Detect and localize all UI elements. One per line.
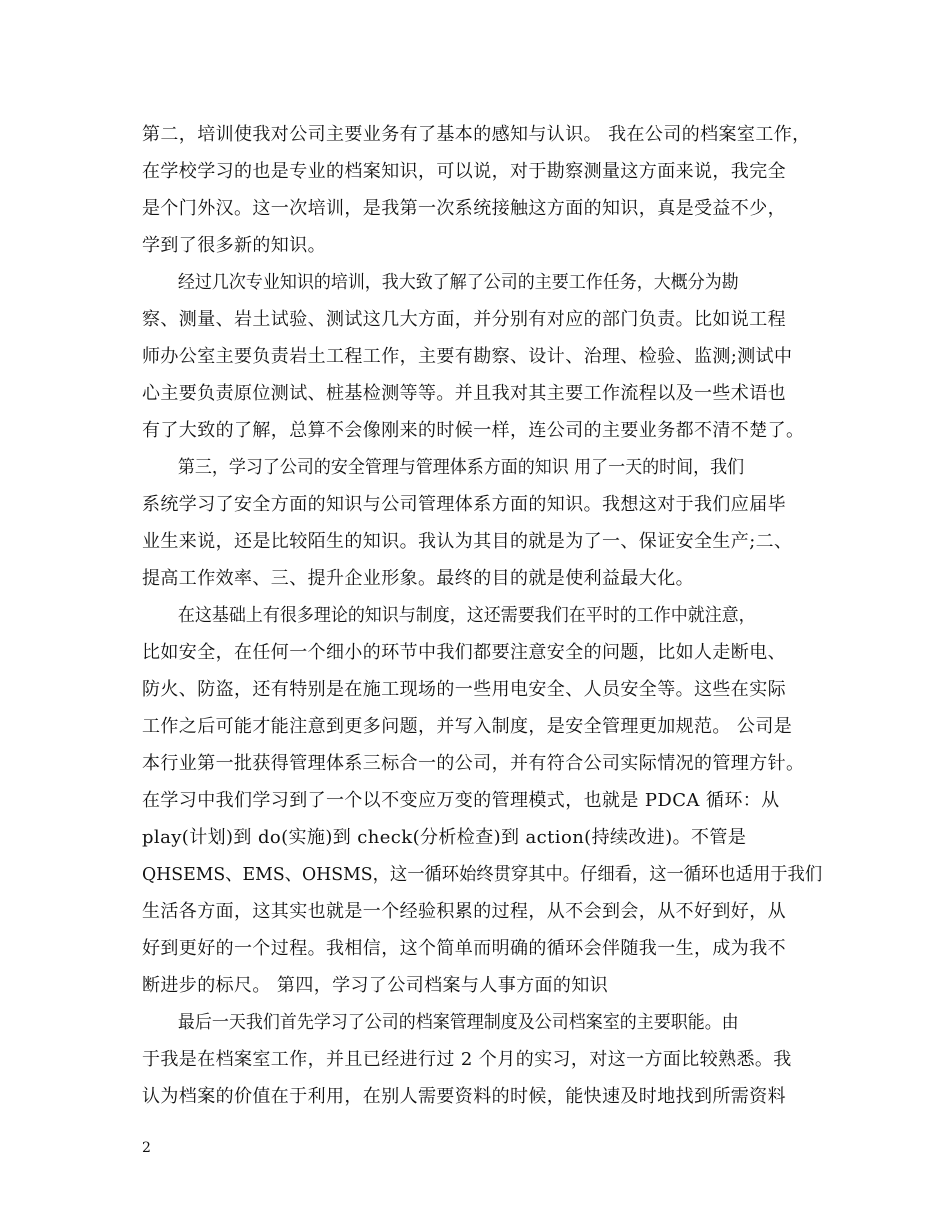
text-line: 察、测量、岩土试验、测试这几大方面，并分别有对应的部门负责。比如说工程 bbox=[142, 309, 786, 330]
text-line: 有了大致的了解，总算不会像刚来的时候一样，连公司的主要业务都不清不楚了。 bbox=[142, 420, 805, 441]
text-line: 在学校学习的也是专业的档案知识，可以说，对于勘察测量这方面来说，我完全 bbox=[142, 161, 786, 182]
text-line: 提高工作效率、三、提升企业形象。最终的目的就是使利益最大化。 bbox=[142, 568, 694, 589]
text-line: 本行业第一批获得管理体系三标合一的公司，并有符合公司实际情况的管理方针。 bbox=[142, 753, 805, 774]
text-line: 工作之后可能才能注意到更多问题，并写入制度，是安全管理更加规范。 公司是 bbox=[142, 716, 793, 737]
text-line: 防火、防盗，还有特别是在施工现场的一些用电安全、人员安全等。这些在实际 bbox=[142, 679, 786, 700]
text-line: QHSEMS、EMS、OHSMS，这一循环始终贯穿其中。仔细看，这一循环也适用于我们 bbox=[142, 864, 823, 885]
text-line: 生活各方面，这其实也就是一个经验积累的过程，从不会到会，从不好到好，从 bbox=[142, 901, 786, 922]
page-number: 2 bbox=[142, 1140, 151, 1156]
text-line: 最后一天我们首先学习了公司的档案管理制度及公司档案室的主要职能。由 bbox=[177, 1012, 739, 1033]
text-line: 比如安全，在任何一个细小的环节中我们都要注意安全的问题，比如人走断电、 bbox=[142, 642, 786, 663]
text-line: play(计划)到 do(实施)到 check(分析检查)到 action(持续改进)。不管是 bbox=[142, 827, 747, 848]
text-line: 经过几次专业知识的培训，我大致了解了公司的主要工作任务，大概分为勘 bbox=[177, 272, 739, 293]
text-line: 系统学习了安全方面的知识与公司管理体系方面的知识。我想这对于我们应届毕 bbox=[142, 494, 786, 515]
body-text bbox=[142, 116, 822, 1115]
text-line: 师办公室主要负责岩土工程工作，主要有勘察、设计、治理、检验、监测;测试中 bbox=[142, 346, 793, 367]
text-line: 心主要负责原位测试、桩基检测等等。并且我对其主要工作流程以及一些术语也 bbox=[142, 383, 786, 404]
text-line: 断进步的标尺。 第四，学习了公司档案与人事方面的知识 bbox=[142, 975, 609, 996]
text-line: 业生来说，还是比较陌生的知识。我认为其目的就是为了一、保证安全生产;二、 bbox=[142, 531, 793, 552]
text-line: 于我是在档案室工作，并且已经进行过 2 个月的实习，对这一方面比较熟悉。我 bbox=[142, 1049, 792, 1070]
text-line: 第二，培训使我对公司主要业务有了基本的感知与认识。 我在公司的档案室工作， bbox=[142, 124, 811, 145]
text-line: 是个门外汉。这一次培训，是我第一次系统接触这方面的知识，真是受益不少， bbox=[142, 198, 786, 219]
text-line: 在这基础上有很多理论的知识与制度，这还需要我们在平时的工作中就注意， bbox=[177, 605, 756, 626]
text-line: 好到更好的一个过程。我相信，这个简单而明确的循环会伴随我一生，成为我不 bbox=[142, 938, 786, 959]
text-line: 学到了很多新的知识。 bbox=[142, 235, 326, 256]
text-line: 认为档案的价值在于利用，在别人需要资料的时候，能快速及时地找到所需资料 bbox=[142, 1086, 786, 1107]
text-line: 在学习中我们学习到了一个以不变应万变的管理模式，也就是 PDCA 循环：从 bbox=[142, 790, 780, 811]
text-line: 第三，学习了公司的安全管理与管理体系方面的知识 用了一天的时间，我们 bbox=[177, 457, 745, 478]
